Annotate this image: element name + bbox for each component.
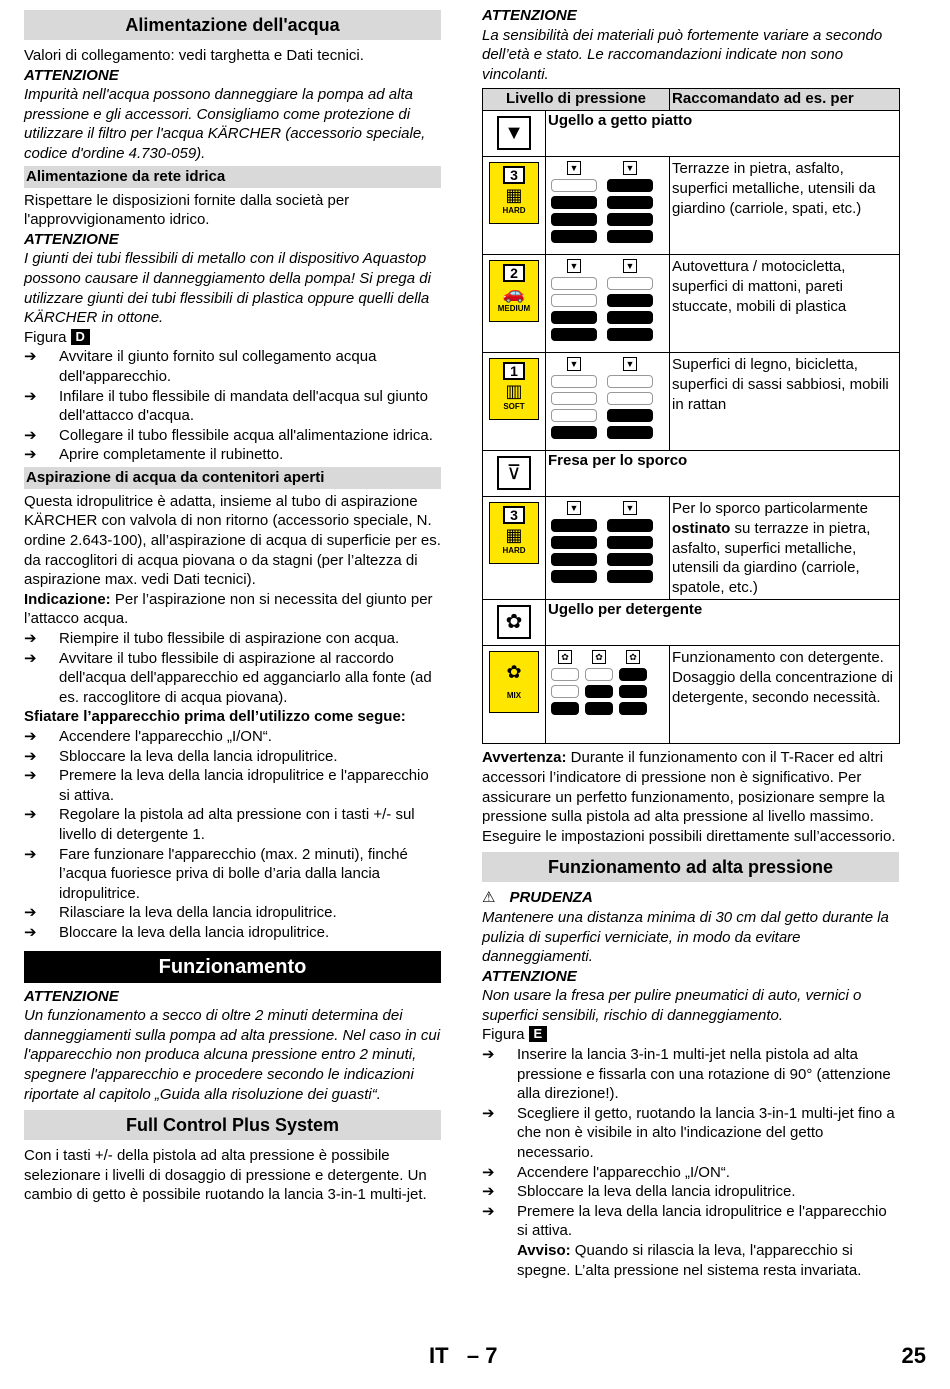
step-list <box>482 1045 899 1241</box>
nozzle-small-icon: ▼ <box>567 357 581 371</box>
table-header: Raccomandato ad es. per <box>670 89 900 111</box>
caution-text: Mantenere una distanza minima di 30 cm dal getto durante la pulizia di superfici verniciate, in modo da evitare danneggiamenti. <box>482 908 889 966</box>
gauge-bar-on <box>551 426 597 439</box>
pressure-gauges <box>546 255 669 345</box>
nozzle-small-icon: ▼ <box>623 259 637 273</box>
nozzle-small-icon: ▼ <box>623 357 637 371</box>
table-row <box>483 157 900 255</box>
gauge-bar-on <box>607 294 653 307</box>
nozzle-small-icon: ▼ <box>623 161 637 175</box>
pressure-table <box>482 88 900 744</box>
section-title-operation: Funzionamento <box>24 951 441 983</box>
table-subtitle: Ugello per detergente <box>546 600 900 646</box>
list-item: ➔ Inserire la lancia 3-in-1 multi-jet nella pistola ad alta pressione e fissarla con una rotazione di 90° (attenzione alla direzione!). <box>482 1045 899 1104</box>
gauge-bar-on <box>551 702 579 715</box>
right-column <box>482 6 899 1280</box>
car-icon: 🚗 <box>502 283 526 304</box>
nozzle-small-icon: ▼ <box>623 501 637 515</box>
level-label: MIX <box>506 691 522 701</box>
advisory-text: Durante il funzionamento con il T-Racer ed altri accessori l’indicatore di pressione non è significativo. Per assicurare un perfetto funzionamento, posizionare sempre la pressione sulla pistola ad alta pressione al livello massimo. Eseguire le impostazioni possibili direttamente sull’accessorio. <box>482 749 896 845</box>
notice-label: Avviso: <box>517 1242 571 1259</box>
gauge-bar-on <box>607 536 653 549</box>
table-cell <box>483 646 546 744</box>
list-item: ➔ Bloccare la leva della lancia idropulitrice. <box>24 923 441 943</box>
list-item: ➔ Avvitare il giunto fornito sul collegamento acqua dell'apparecchio. <box>24 347 441 386</box>
gauge-bar-on <box>607 570 653 583</box>
warning-title: ATTENZIONE <box>24 66 119 84</box>
level-number: 3 <box>503 166 525 184</box>
gauge-bar-on <box>607 409 653 422</box>
list-item: ➔ Fare funzionare l'apparecchio (max. 2 minuti), finché l’acqua fuoriesce priva di bolle d’aria dalla lancia idropulitrice. <box>24 845 441 904</box>
brick-wall-icon: ▦ <box>505 525 523 546</box>
nozzle-small-icon: ▼ <box>567 501 581 515</box>
gauge <box>550 648 580 717</box>
notice-paragraph <box>482 1241 899 1280</box>
gauge <box>550 499 598 585</box>
list-item: ➔ Accendere l'apparecchio „I/ON“. <box>482 1163 899 1183</box>
figure-label: Figura <box>24 328 67 346</box>
table-header: Livello di pressione <box>483 89 670 111</box>
nozzle-small-icon: ▼ <box>567 161 581 175</box>
nozzle-small-icon: ▼ <box>567 259 581 273</box>
dirt-blaster-icon: ⊽ <box>497 456 531 490</box>
gauge-bar-on <box>551 553 597 566</box>
pressure-gauges <box>546 353 669 443</box>
table-cell <box>546 157 670 255</box>
list-item: ➔ Accendere l'apparecchio „I/ON“. <box>24 727 441 747</box>
nozzle-small-icon: ✿ <box>592 650 606 664</box>
hard-level-badge <box>489 162 539 224</box>
gauge <box>550 159 598 245</box>
gauge-bar-off <box>607 392 653 405</box>
gauge-bar-on <box>551 230 597 243</box>
warning-text: Un funzionamento a secco di oltre 2 minuti determina dei danneggiamenti sulla pompa ad alta pressione. Nel caso in cui l'apparecchio non produca alcuna pressione entro 2 minuti, spegnere l'apparecchio e procedere secondo le indicazioni riportate al capitolo „Guida alla risoluzione dei guasti“. <box>24 1007 441 1103</box>
paragraph: Con i tasti +/- della pistola ad alta pressione è possibile selezionare i livelli di dosaggio di pressione e detergente. Un cambio di getto è possibile ruotando la lancia 3-in-1 multi-jet. <box>24 1147 427 1204</box>
gauge-bar-on <box>607 196 653 209</box>
detergent-gauges <box>546 646 669 719</box>
gauge-bar-on <box>607 311 653 324</box>
pressure-gauges <box>546 497 669 587</box>
gauge-bar-off <box>551 392 597 405</box>
table-subtitle: Fresa per lo sporco <box>546 451 900 497</box>
advisory-label: Avvertenza: <box>482 749 567 767</box>
table-cell <box>546 353 670 451</box>
level-label: SOFT <box>503 402 525 412</box>
list-item: ➔ Collegare il tubo flessibile acqua all'alimentazione idrica. <box>24 426 441 446</box>
step-list <box>24 629 441 707</box>
soft-level-badge <box>489 358 539 420</box>
table-cell <box>483 497 546 600</box>
table-cell-description: Terrazze in pietra, asfalto, superfici metalliche, utensili da giardino (carriole, spati, etc.) <box>670 157 900 255</box>
list-item: ➔ Sbloccare la leva della lancia idropulitrice. <box>24 747 441 767</box>
table-row <box>483 600 900 646</box>
gauge-bar-on <box>585 702 613 715</box>
gauge <box>606 355 654 441</box>
list-item: ➔ Avvitare il tubo flessibile di aspirazione al raccordo dell'acqua dell'apparecchio ed agganciarlo alla fonte (ad es. raccoglitore di acqua piovana). <box>24 649 441 708</box>
figure-label: Figura <box>482 1026 525 1044</box>
paragraph: Rispettare le disposizioni fornite dalla società per l'approvvigionamento idrico. <box>24 191 350 229</box>
detergent-nozzle-icon: ✿ <box>497 605 531 639</box>
table-row <box>483 353 900 451</box>
bold-paragraph: Sfiatare l’apparecchio prima dell’utilizzo come segue: <box>24 708 406 726</box>
wood-grid-icon: ▥ <box>505 381 523 402</box>
gauge-bar-on <box>607 519 653 532</box>
list-item: ➔ Infilare il tubo flessibile di mandata dell'acqua sul giunto dell'attacco d'acqua. <box>24 387 441 426</box>
paragraph: Valori di collegamento: vedi targhetta e Dati tecnici. <box>24 47 364 64</box>
figure-badge: D <box>71 329 90 345</box>
gauge-bar-on <box>551 311 597 324</box>
list-item: ➔ Sbloccare la leva della lancia idropulitrice. <box>482 1182 899 1202</box>
warning-text: La sensibilità dei materiali può fortemente variare a secondo dell’età e stato. Le raccomandazioni indicate non sono vincolanti. <box>482 26 883 83</box>
figure-ref <box>482 1025 899 1045</box>
table-cell <box>546 497 670 600</box>
table-row <box>483 646 900 744</box>
level-number: 3 <box>503 506 525 524</box>
section-title-full-control: Full Control Plus System <box>24 1110 441 1140</box>
warning-text: Non usare la fresa per pulire pneumatici di auto, vernici o superfici sensibili, rischio di danneggiamento. <box>482 987 862 1024</box>
gauge <box>606 499 654 585</box>
gauge-bar-on <box>551 570 597 583</box>
flat-jet-nozzle-icon: ▼ <box>497 116 531 150</box>
warning-title: ATTENZIONE <box>24 230 119 248</box>
gauge-bar-off <box>585 668 613 681</box>
gauge-bar-on <box>607 179 653 192</box>
step-list <box>24 727 441 943</box>
warning-title: ATTENZIONE <box>24 987 119 1005</box>
gauge-bar-on <box>551 519 597 532</box>
gauge-bar-on <box>619 685 647 698</box>
mix-level-badge <box>489 651 539 713</box>
gauge <box>550 257 598 343</box>
desc-text: su terrazze in pietra, asfalto, superfici metalliche, utensili da giardino (carriole, spatole, etc.) <box>672 519 871 596</box>
table-cell-description: Autovettura / motocicletta, superfici di mattoni, pareti stuccate, mobili di plastica <box>670 255 900 353</box>
pressure-gauges <box>546 157 669 247</box>
paragraph: Questa idropulitrice è adatta, insieme al tubo di aspirazione KÄRCHER con valvola di non ritorno (accessorio speciale, N. ordine 2.643-100), all’aspirazione di acqua di superficie per es. da raccoglitori di acqua piovana o da stagni (per l’altezza di aspirazione max. vedi Dati tecnici). <box>24 492 441 589</box>
gauge-bar-on <box>607 426 653 439</box>
subsection-title-mains: Alimentazione da rete idrica <box>24 166 441 188</box>
figure-badge: E <box>529 1026 548 1042</box>
note-text: Per l’aspirazione non si necessita del giunto per l’attacco acqua. <box>24 590 433 628</box>
note-label: Indicazione: <box>24 590 111 608</box>
table-cell-description: Funzionamento con detergente. Dosaggio della concentrazione di detergente, secondo necessità. <box>670 646 900 744</box>
table-row <box>483 255 900 353</box>
gauge-bar-on <box>551 213 597 226</box>
gauge-bar-on <box>619 668 647 681</box>
list-item: ➔ Premere la leva della lancia idropulitrice e l'apparecchio si attiva. <box>24 766 441 805</box>
level-number: 1 <box>503 362 525 380</box>
gauge-bar-off <box>551 375 597 388</box>
note-paragraph <box>24 590 441 629</box>
gauge-bar-off <box>551 277 597 290</box>
warning-title: ATTENZIONE <box>482 7 577 24</box>
subsection-title-open-containers: Aspirazione di acqua da contenitori aperti <box>24 467 441 489</box>
left-column <box>24 6 441 1205</box>
list-item: ➔ Riempire il tubo flessibile di aspirazione con acqua. <box>24 629 441 649</box>
gauge <box>550 355 598 441</box>
gauge-bar-on <box>607 553 653 566</box>
notice-text: Quando si rilascia la leva, l'apparecchio si spegne. L’alta pressione nel sistema resta invariata. <box>517 1242 862 1279</box>
footer-lang: IT <box>429 1343 449 1368</box>
gauge-bar-off <box>551 294 597 307</box>
gauge-bar-on <box>551 328 597 341</box>
level-number: 2 <box>503 264 525 282</box>
table-cell <box>483 353 546 451</box>
footer-language-page <box>429 1343 498 1368</box>
medium-level-badge <box>489 260 539 322</box>
list-item: ➔ Premere la leva della lancia idropulitrice e l'apparecchio si attiva. <box>482 1202 899 1241</box>
warning-text: I giunti dei tubi flessibili di metallo con il dispositivo Aquastop possono causare il danneggiamento della pompa! Si prega di utilizzare giunti dei tubi flessibili di plastica oppure quelli della KÄRCHER in ottone. <box>24 250 431 327</box>
list-item: ➔ Aprire completamente il rubinetto. <box>24 445 441 465</box>
desc-emphasis: ostinato <box>672 519 731 537</box>
caution-title <box>482 888 899 908</box>
table-cell <box>546 255 670 353</box>
gauge-bar-on <box>607 213 653 226</box>
gauge-bar-off <box>551 409 597 422</box>
gauge <box>606 257 654 343</box>
section-title-water-supply: Alimentazione dell'acqua <box>24 10 441 40</box>
level-label: HARD <box>502 546 526 556</box>
gauge-bar-on <box>607 230 653 243</box>
list-item: ➔ Scegliere il getto, ruotando la lancia 3-in-1 multi-jet fino a che non è visibile in alto l'indicazione del getto necessario. <box>482 1104 899 1163</box>
table-cell-description: Superfici di legno, bicicletta, superfici di sassi sabbiosi, mobili in rattan <box>670 353 900 451</box>
step-list <box>24 347 441 465</box>
detergent-bubbles-icon: ✿ <box>506 662 522 683</box>
table-header-row <box>483 89 900 111</box>
level-label: HARD <box>502 206 526 216</box>
warning-title: ATTENZIONE <box>482 967 577 985</box>
advisory-paragraph <box>482 748 899 846</box>
footer-local-page: – 7 <box>466 1343 498 1368</box>
footer-page-number: 25 <box>901 1343 926 1368</box>
gauge-bar-off <box>551 179 597 192</box>
gauge-bar-off <box>551 685 579 698</box>
section-title-high-pressure: Funzionamento ad alta pressione <box>482 852 899 882</box>
gauge <box>584 648 614 717</box>
table-row <box>483 497 900 600</box>
table-cell <box>483 600 546 646</box>
list-item: ➔ Regolare la pistola ad alta pressione con i tasti +/- sul livello di detergente 1. <box>24 805 441 844</box>
table-cell <box>483 255 546 353</box>
level-label: MEDIUM <box>497 304 531 314</box>
brick-wall-icon: ▦ <box>505 185 523 206</box>
warning-triangle-icon: ⚠ <box>482 889 496 907</box>
figure-ref <box>24 328 441 348</box>
gauge-bar-off <box>607 277 653 290</box>
nozzle-small-icon: ✿ <box>626 650 640 664</box>
gauge-bar-on <box>619 702 647 715</box>
table-cell <box>483 157 546 255</box>
gauge <box>618 648 648 717</box>
table-cell <box>483 451 546 497</box>
table-cell-description <box>670 497 900 600</box>
hard-level-badge <box>489 502 539 564</box>
gauge <box>606 159 654 245</box>
gauge-bar-off <box>551 668 579 681</box>
table-subtitle: Ugello a getto piatto <box>546 111 900 157</box>
list-item: ➔ Rilasciare la leva della lancia idropulitrice. <box>24 903 441 923</box>
table-row <box>483 451 900 497</box>
caution-label: PRUDENZA <box>509 889 593 907</box>
gauge-bar-on <box>551 536 597 549</box>
warning-text: Impurità nell'acqua possono danneggiare la pompa ad alta pressione e gli accessori. Consigliamo come protezione di utilizzare il filtro per l'acqua KÄRCHER (accessorio speciale, codice d'ordine 4.730-059). <box>24 86 426 162</box>
nozzle-small-icon: ✿ <box>558 650 572 664</box>
gauge-bar-on <box>551 196 597 209</box>
desc-text: Per lo sporco particolarmente <box>672 500 868 518</box>
gauge-bar-on <box>607 328 653 341</box>
gauge-bar-off <box>607 375 653 388</box>
table-cell <box>546 646 670 744</box>
table-cell <box>483 111 546 157</box>
table-row <box>483 111 900 157</box>
gauge-bar-on <box>585 685 613 698</box>
